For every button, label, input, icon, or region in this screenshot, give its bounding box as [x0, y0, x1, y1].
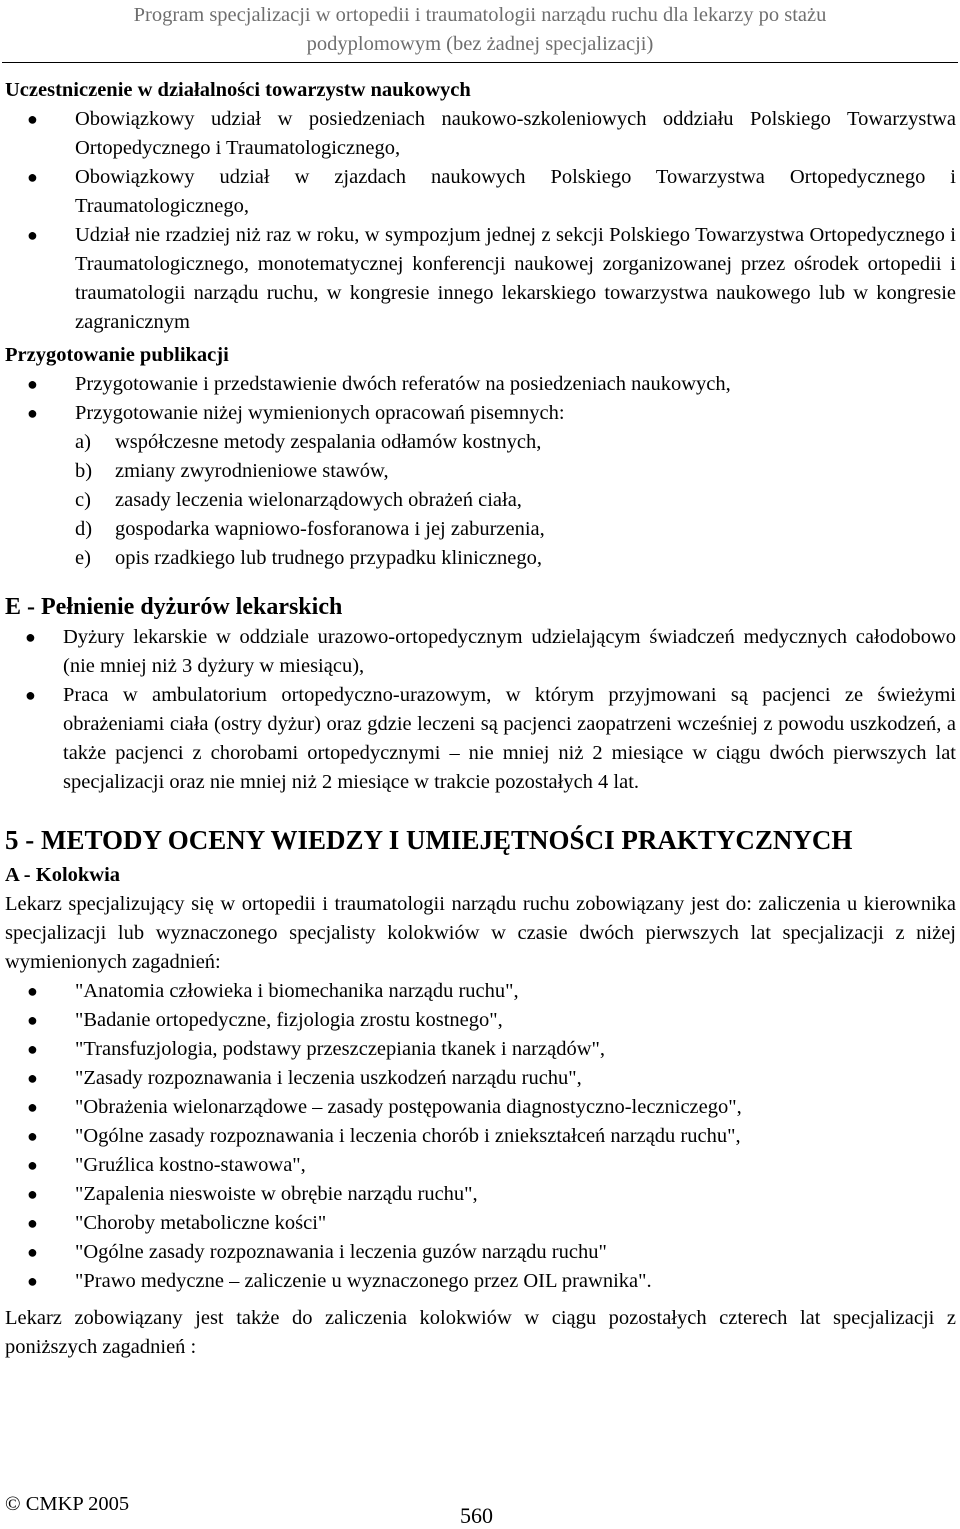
header-line-2: podyplomowym (bez żadnej specjalizacji): [306, 33, 654, 55]
sub-list-item: a) współczesne metody zespalania odłamów kostnych,: [75, 431, 542, 453]
sub-list-item: d) gospodarka wapniowo-fosforanowa i jej zaburzenia,: [75, 518, 545, 540]
list-item: ● "Obrażenia wielonarządowe – zasady postępowania diagnostyczno-leczniczego",: [5, 1093, 956, 1122]
list-item: ● "Anatomia człowieka i biomechanika narządu ruchu",: [5, 977, 956, 1006]
section-heading-duties: E - Pełnienie dyżurów lekarskich: [5, 594, 343, 620]
list-item: ● "Gruźlica kostno-stawowa",: [5, 1151, 956, 1180]
list-item: ● Praca w ambulatorium ortopedyczno-urazowym, w którym przyjmowani są pacjenci ze świeżymi obrażeniami ciała (ostry dyżur) oraz gdzie leczeni są pacjenci zaopatrzeni wcześniej z powodu uszkodzeń, a także pacjenci z chorobami ortopedycznymi – nie mniej niż 2 miesiące w ciągu dwóch pierwszych lat specjalizacji oraz nie mniej niż 2 miesiące w trakcie pozostałych 4 lat.: [5, 681, 956, 797]
bullet-icon: ●: [27, 1039, 38, 1059]
sub-list-item: b) zmiany zwyrodnieniowe stawów,: [75, 460, 389, 482]
list-item: ● Przygotowanie niżej wymienionych opracowań pisemnych:: [5, 399, 956, 428]
section-heading-societies: Uczestniczenie w działalności towarzystw naukowych: [5, 79, 471, 101]
publications-sublist: [5, 428, 956, 573]
bullet-icon: ●: [27, 1126, 38, 1146]
bullet-icon: ●: [27, 1271, 38, 1291]
colloquia-intro: Lekarz specjalizujący się w ortopedii i traumatologii narządu ruchu zobowiązany jest do: zaliczenia u kierownika specjalizacji lub wyznaczonego specjalisty kolokwiów w czasie dwóch pierwszych lat specjalizacji z niżej wymienionych zagadnień:: [5, 893, 956, 973]
bullet-icon: ●: [25, 627, 36, 647]
list-item: ● Obowiązkowy udział w posiedzeniach naukowo-szkoleniowych oddziału Polskiego Towarzystwa Ortopedycznego i Traumatologicznego,: [5, 105, 956, 163]
duties-list: [5, 623, 956, 797]
sub-list-item: c) zasady leczenia wielonarządowych obrażeń ciała,: [75, 489, 522, 511]
list-item: ● Przygotowanie i przedstawienie dwóch referatów na posiedzeniach naukowych,: [5, 370, 956, 399]
header-line-1: Program specjalizacji w ortopedii i traumatologii narządu ruchu dla lekarzy po stażu: [133, 4, 827, 26]
section-heading-assessment: 5 - METODY OCENY WIEDZY I UMIEJĘTNOŚCI PRAKTYCZNYCH: [5, 825, 853, 855]
list-item: ● "Zasady rozpoznawania i leczenia uszkodzeń narządu ruchu",: [5, 1064, 956, 1093]
bullet-icon: ●: [27, 225, 38, 245]
bullet-icon: ●: [27, 167, 38, 187]
bullet-icon: ●: [27, 1068, 38, 1088]
bullet-icon: ●: [25, 685, 36, 705]
list-item: ● "Transfuzjologia, podstawy przeszczepiania tkanek i narządów",: [5, 1035, 956, 1064]
section-heading-publications: Przygotowanie publikacji: [5, 344, 229, 366]
colloquia-list: [5, 977, 956, 1296]
page-number: 560: [460, 1503, 493, 1528]
page-content: [5, 72, 956, 1362]
list-item: ● Udział nie rzadziej niż raz w roku, w sympozjum jednej z sekcji Polskiego Towarzystwa Ortopedycznego i Traumatologicznego, monotematycznej konferencji naukowej zorganizowanej przez ośrodek ortopedii i traumatologii narządu ruchu, w kongresie innego lekarskiego towarzystwa naukowego lub w kongresie zagranicznym: [5, 221, 956, 337]
footer-copyright: © CMKP 2005: [5, 1493, 130, 1515]
colloquia-outro: Lekarz zobowiązany jest także do zaliczenia kolokwiów w ciągu pozostałych czterech lat specjalizacji z poniższych zagadnień :: [5, 1307, 956, 1358]
page-header: [0, 0, 960, 59]
list-item: ● Obowiązkowy udział w zjazdach naukowych Polskiego Towarzystwa Ortopedycznego i Traumatologicznego,: [5, 163, 956, 221]
bullet-icon: ●: [27, 1097, 38, 1117]
bullet-icon: ●: [27, 1010, 38, 1030]
bullet-icon: ●: [27, 109, 38, 129]
list-item: ● Dyżury lekarskie w oddziale urazowo-ortopedycznym udzielającym świadczeń medycznych całodobowo (nie mniej niż 3 dyżury w miesiącu),: [5, 623, 956, 681]
list-item: ● "Zapalenia nieswoiste w obrębie narządu ruchu",: [5, 1180, 956, 1209]
list-item: ● "Prawo medyczne – zaliczenie u wyznaczonego przez OIL prawnika".: [5, 1267, 956, 1296]
bullet-icon: ●: [27, 403, 38, 423]
bullet-icon: ●: [27, 1213, 38, 1233]
bullet-icon: ●: [27, 374, 38, 394]
list-item: ● "Ogólne zasady rozpoznawania i leczenia guzów narządu ruchu": [5, 1238, 956, 1267]
societies-list: [5, 105, 956, 337]
sub-list-item: e) opis rzadkiego lub trudnego przypadku klinicznego,: [75, 547, 542, 569]
list-item: ● "Badanie ortopedyczne, fizjologia zrostu kostnego",: [5, 1006, 956, 1035]
bullet-icon: ●: [27, 1184, 38, 1204]
publications-list: [5, 370, 956, 428]
subsection-heading-colloquia: A - Kolokwia: [5, 864, 121, 886]
list-item: ● "Choroby metaboliczne kości": [5, 1209, 956, 1238]
header-divider: [2, 62, 958, 63]
bullet-icon: ●: [27, 981, 38, 1001]
bullet-icon: ●: [27, 1155, 38, 1175]
bullet-icon: ●: [27, 1242, 38, 1262]
list-item: ● "Ogólne zasady rozpoznawania i leczenia chorób i zniekształceń narządu ruchu",: [5, 1122, 956, 1151]
